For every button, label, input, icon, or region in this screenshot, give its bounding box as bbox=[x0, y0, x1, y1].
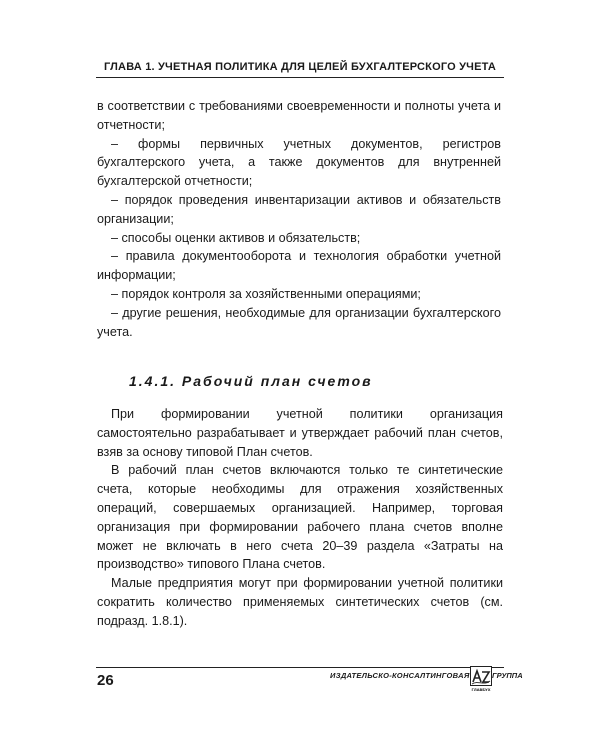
header-rule bbox=[96, 77, 504, 78]
publisher-logo-icon bbox=[470, 666, 492, 692]
section-heading: 1.4.1. Рабочий план счетов bbox=[129, 373, 373, 389]
logo-label: ГЛАВБУХ bbox=[471, 688, 491, 692]
list-block bbox=[97, 97, 501, 341]
list-item: – правила документооборота и технология обработки учетной информации; bbox=[97, 249, 501, 283]
section-paragraph: Малые предприятия могут при формировании учетной политики сократить количество применяемых синтетических счетов (см. подразд. 1.8.1). bbox=[97, 576, 503, 628]
list-item: – порядок проведения инвентаризации активов и обязательств организации; bbox=[97, 192, 501, 226]
section-paragraph: При формировании учетной политики организация самостоятельно разрабатывает и утверждает рабочий план счетов, взяв за основу типовой План счетов. bbox=[97, 407, 503, 459]
running-head: ГЛАВА 1. УЧЕТНАЯ ПОЛИТИКА ДЛЯ ЦЕЛЕЙ БУХГАЛТЕРСКОГО УЧЕТА bbox=[103, 61, 497, 73]
publisher-suffix: ГРУППА bbox=[492, 671, 523, 680]
list-item: – способы оценки активов и обязательств; bbox=[111, 230, 361, 245]
section-paragraph: В рабочий план счетов включаются только те синтетические счета, которые необходимы для отражения хозяйственных операций, совершаемых организацией. Например, торговая организация при формировании рабочего плана счетов вполне может не включать в него счета 20–39 раздела «Затраты на производство» типового Плана счетов. bbox=[97, 463, 503, 572]
publisher-name: ИЗДАТЕЛЬСКО-КОНСАЛТИНГОВАЯ bbox=[330, 671, 470, 680]
list-item: – формы первичных учетных документов, регистров бухгалтерского учета, а также документов для внутренней бухгалтерской отчетности; bbox=[97, 136, 501, 189]
list-item: – порядок контроля за хозяйственными операциями; bbox=[111, 286, 421, 301]
list-intro: в соответствии с требованиями своевременности и полноты учета и отчетности; bbox=[97, 99, 501, 132]
list-item: – другие решения, необходимые для организации бухгалтерского учета. bbox=[97, 305, 501, 339]
page-number: 26 bbox=[97, 672, 114, 689]
section-body bbox=[97, 405, 503, 631]
footer-rule bbox=[96, 667, 504, 668]
